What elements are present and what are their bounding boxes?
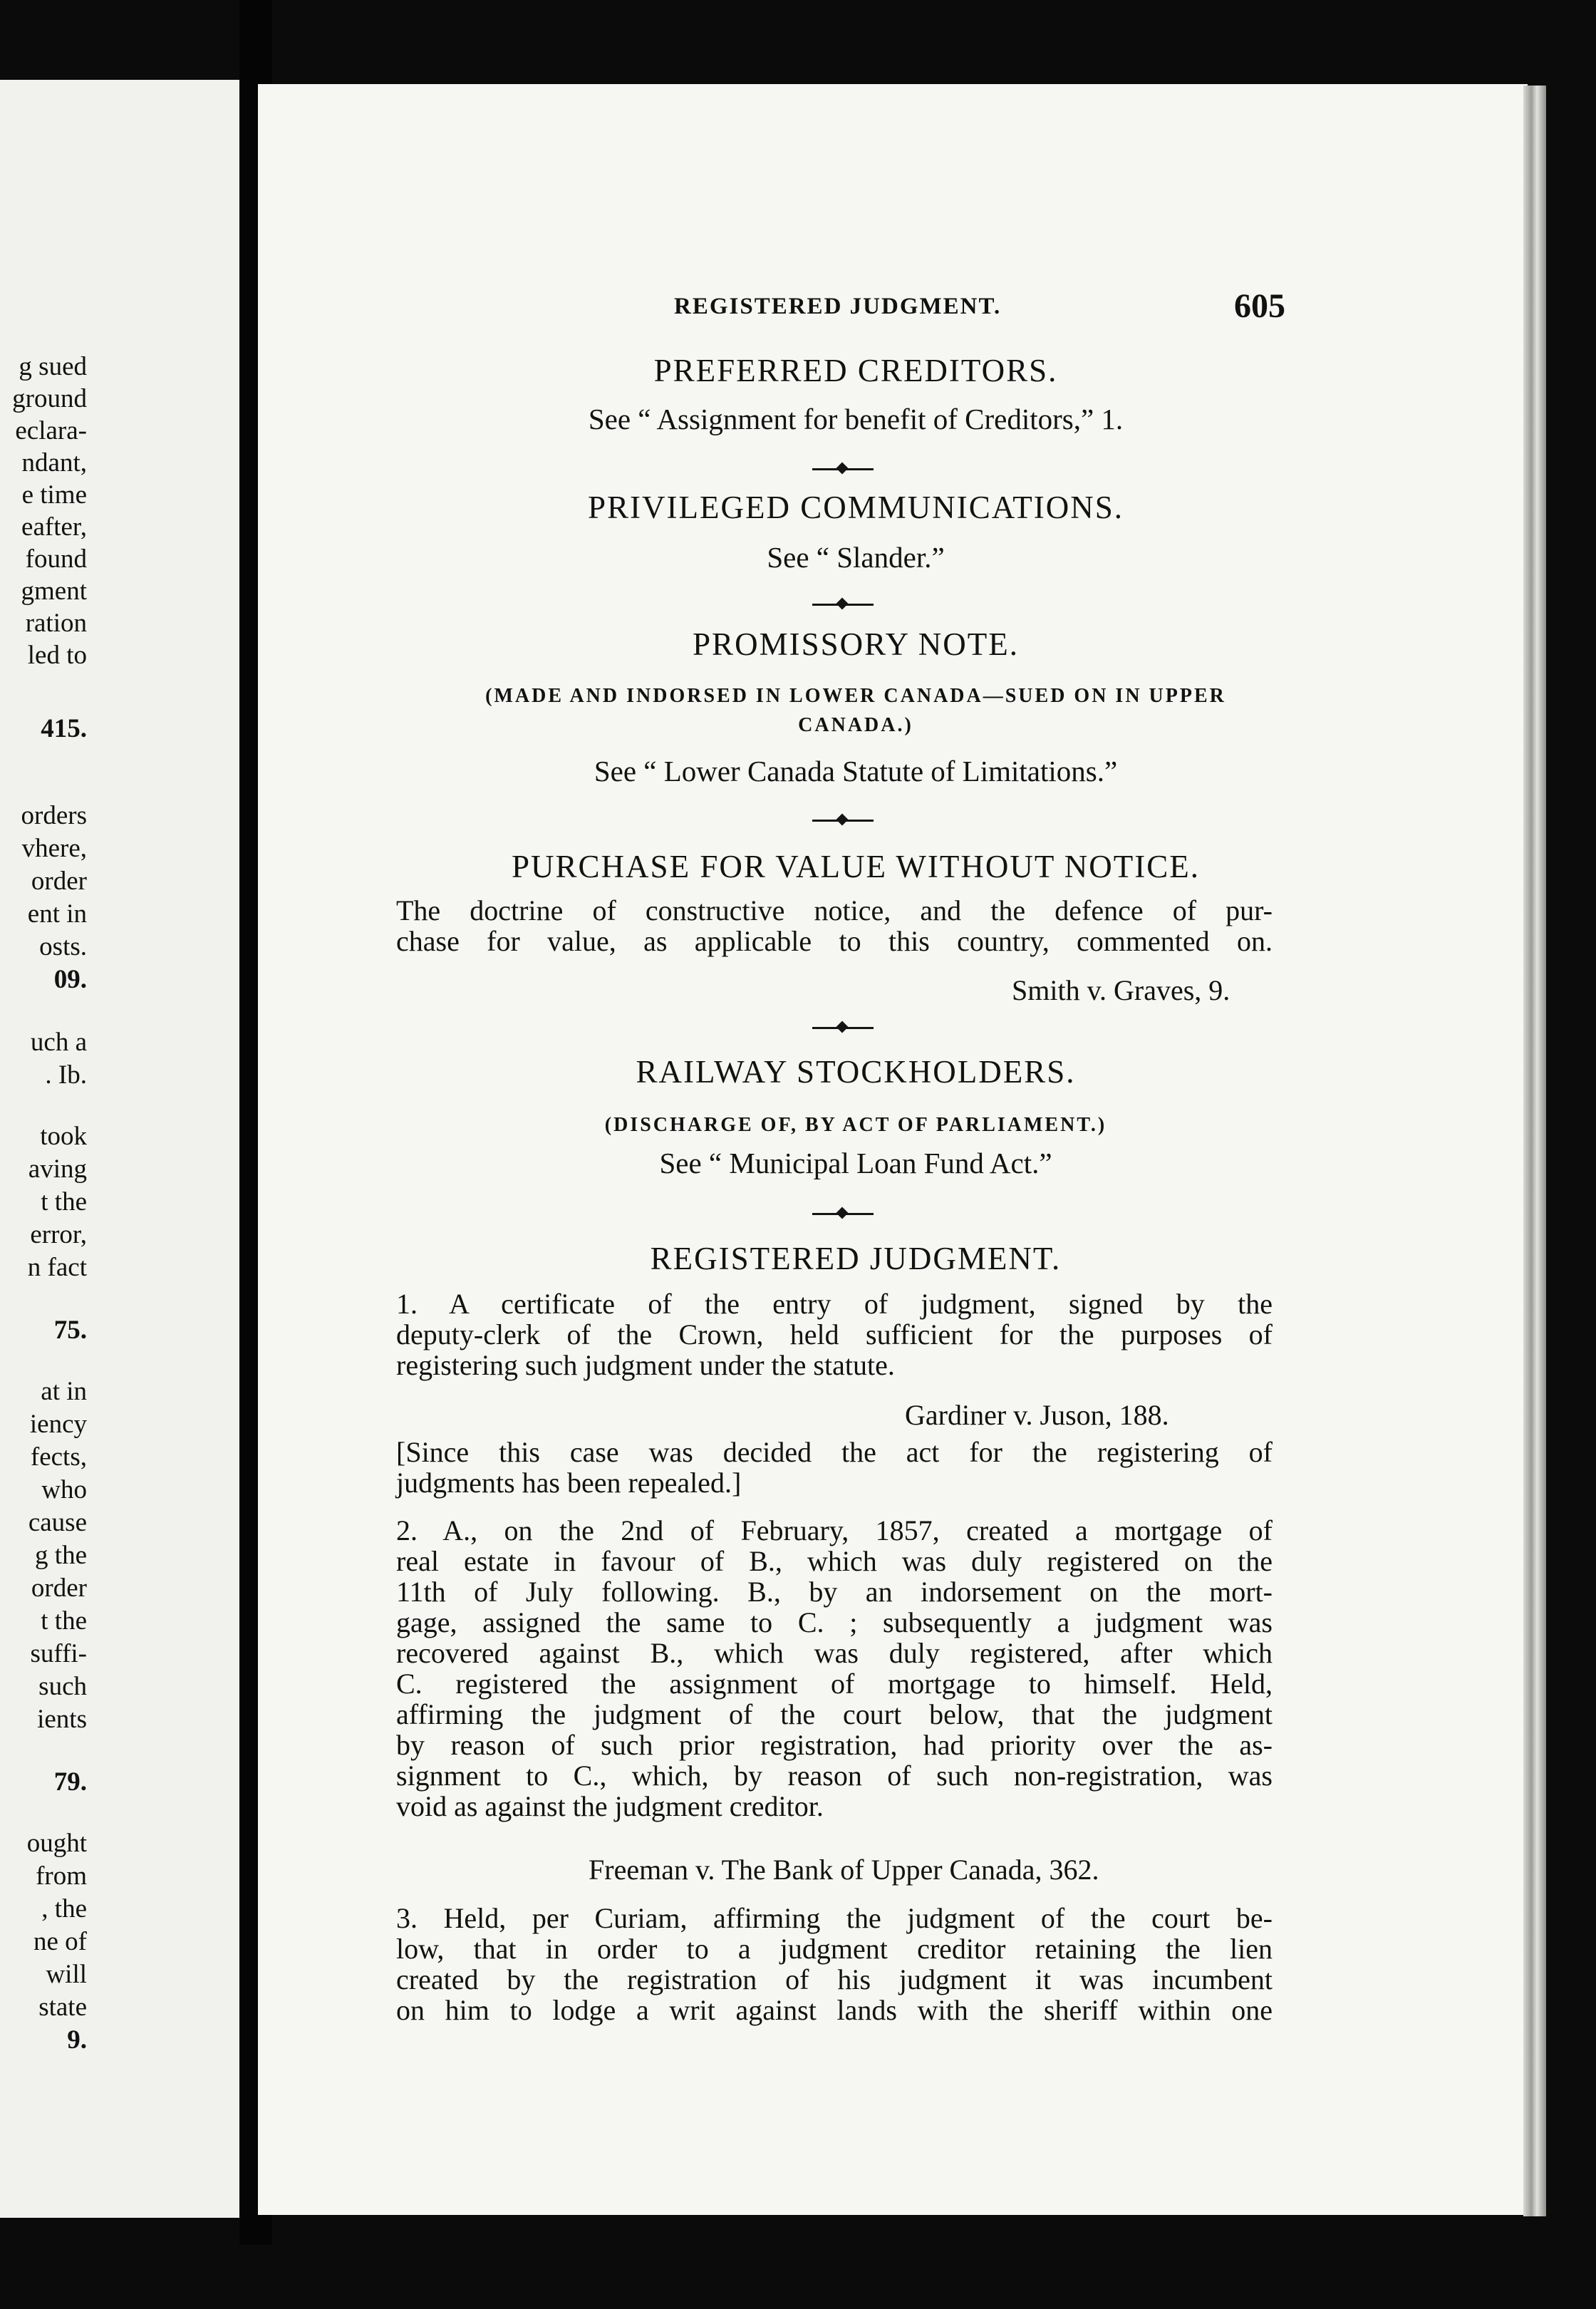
left-page-line: g sued (19, 352, 87, 381)
registered-paragraph-2 (396, 1515, 1273, 1822)
see-privileged-communications: See “ Slander.” (767, 541, 945, 574)
registered-p1-line: registering such judgment under the statute. (396, 1349, 895, 1381)
section-divider (812, 1027, 874, 1029)
left-page-line: ndant, (21, 448, 87, 477)
registered-p3-line: low, that in order to a judgment creditor retaining the lien (396, 1933, 1273, 1965)
registered-p2-line: recovered against B., which was duly registered, after which (396, 1637, 1273, 1669)
heading-registered-judgment: REGISTERED JUDGMENT. (650, 1241, 1062, 1276)
section-divider (812, 820, 874, 822)
left-page-line: 09. (53, 965, 87, 994)
left-page-line: order (31, 1574, 87, 1603)
section-divider (812, 1213, 874, 1215)
left-page-line: who (41, 1475, 87, 1504)
see-preferred-creditors: See “ Assignment for benefit of Creditors,” 1. (588, 403, 1124, 435)
left-page-line: at in (41, 1377, 87, 1406)
railway-subheading: (DISCHARGE OF, BY ACT OF PARLIAMENT.) (604, 1114, 1107, 1136)
left-page-line: ne of (33, 1927, 87, 1956)
left-page-line: 79. (53, 1767, 87, 1797)
purchase-line-2: chase for value, as applicable to this country, commented on. (396, 925, 1273, 957)
registered-p2-line: signment to C., which, by reason of such non-registration, was (396, 1760, 1273, 1792)
left-page-line: n fact (27, 1253, 87, 1282)
left-page-line: from (36, 1861, 87, 1891)
see-railway-stockholders: See “ Municipal Loan Fund Act.” (659, 1147, 1052, 1179)
section-divider (812, 468, 874, 470)
scan-border-bottom (0, 2245, 1596, 2309)
left-page-line: such (38, 1672, 87, 1701)
registered-p2-line: by reason of such prior registration, had priority over the as- (396, 1729, 1273, 1761)
promissory-note-subheading-line1: (MADE AND INDORSED IN LOWER CANADA—SUED ON IN UPPER (485, 685, 1226, 707)
left-page-line: ration (25, 609, 87, 638)
registered-p2-line: 11th of July following. B., by an indorsement on the mort- (396, 1576, 1273, 1608)
left-page-line: took (40, 1122, 87, 1151)
left-page-line: e time (21, 480, 87, 510)
left-page-line: suffi- (30, 1639, 87, 1668)
heading-promissory-note: PROMISSORY NOTE. (693, 626, 1019, 662)
purchase-citation: Smith v. Graves, 9. (1012, 974, 1230, 1006)
left-page-line: ent in (27, 899, 87, 929)
left-page-line: , the (41, 1894, 87, 1923)
heading-preferred-creditors: PREFERRED CREDITORS. (653, 353, 1058, 388)
registered-p2-line: void as against the judgment creditor. (396, 1790, 824, 1822)
registered-p2-line: affirming the judgment of the court below, that the judgment (396, 1698, 1273, 1730)
registered-p3-line: on him to lodge a writ against lands with the sheriff within one (396, 1994, 1273, 2026)
left-page-line: error, (30, 1220, 87, 1249)
left-page-line: t the (41, 1606, 87, 1636)
left-page-line: uch a (30, 1028, 87, 1057)
registered-p3-line: 3. Held, per Curiam, affirming the judgment of the court be- (396, 1902, 1273, 1934)
running-head: REGISTERED JUDGMENT. (674, 294, 1002, 319)
left-page-line: t the (41, 1187, 87, 1217)
registered-p3-line: created by the registration of his judgment it was incumbent (396, 1963, 1273, 1995)
left-page-line: 9. (67, 2025, 87, 2055)
left-page (0, 80, 239, 2218)
left-page-line: led to (27, 641, 87, 670)
promissory-note-subheading-line2: CANADA.) (798, 714, 913, 736)
purchase-for-value-paragraph (396, 895, 1273, 956)
left-page-line: ground (12, 384, 87, 413)
registered-note-line: judgments has been repealed.] (396, 1467, 742, 1499)
heading-railway-stockholders: RAILWAY STOCKHOLDERS. (636, 1054, 1076, 1090)
left-page-line: orders (21, 801, 87, 830)
registered-p1-line: deputy-clerk of the Crown, held sufficient for the purposes of (396, 1318, 1273, 1350)
left-page-line: ients (37, 1705, 87, 1734)
registered-paragraph-1 (396, 1288, 1273, 1380)
left-page-line: ought (26, 1829, 87, 1858)
left-page-line: . Ib. (45, 1060, 87, 1090)
registered-paragraph-3 (396, 1903, 1273, 2025)
registered-p2-line: 2. A., on the 2nd of February, 1857, created a mortgage of (396, 1514, 1273, 1546)
left-page-line: 75. (53, 1316, 87, 1345)
left-page-line: eclara- (15, 416, 87, 445)
left-page-line: eafter, (21, 512, 87, 542)
left-page-line: iency (29, 1410, 87, 1439)
registered-citation-2: Freeman v. The Bank of Upper Canada, 362. (589, 1854, 1099, 1886)
left-page-line: g the (35, 1541, 87, 1570)
registered-p2-line: C. registered the assignment of mortgage to himself. Held, (396, 1668, 1273, 1700)
page-edge (1523, 86, 1546, 2216)
registered-citation-1: Gardiner v. Juson, 188. (905, 1399, 1169, 1431)
page-number: 605 (1234, 287, 1285, 325)
left-page-line: will (46, 1960, 87, 1989)
registered-note-line: [Since this case was decided the act for the registering of (396, 1436, 1273, 1468)
registered-p1-line: 1. A certificate of the entry of judgment, signed by the (396, 1288, 1273, 1320)
left-page-line: state (38, 1993, 87, 2022)
left-page-line: osts. (39, 932, 87, 961)
heading-purchase-for-value: PURCHASE FOR VALUE WITHOUT NOTICE. (512, 849, 1200, 884)
left-page-line: found (25, 544, 87, 574)
heading-privileged-communications: PRIVILEGED COMMUNICATIONS. (587, 490, 1124, 525)
registered-p2-line: real estate in favour of B., which was duly registered on the (396, 1545, 1273, 1577)
left-page-line: aving (28, 1154, 87, 1184)
left-page-line: 415. (41, 714, 87, 743)
registered-note (396, 1437, 1273, 1498)
see-promissory-note: See “ Lower Canada Statute of Limitations.” (594, 755, 1118, 787)
left-page-line: fects, (30, 1442, 87, 1472)
purchase-line-1: The doctrine of constructive notice, and the defence of pur- (396, 894, 1273, 926)
left-page-line: order (31, 867, 87, 896)
left-page-line: cause (28, 1508, 87, 1537)
left-page-line: vhere, (21, 834, 87, 863)
left-page-line: gment (21, 577, 87, 606)
section-divider (812, 604, 874, 606)
registered-p2-line: gage, assigned the same to C. ; subsequently a judgment was (396, 1606, 1273, 1638)
